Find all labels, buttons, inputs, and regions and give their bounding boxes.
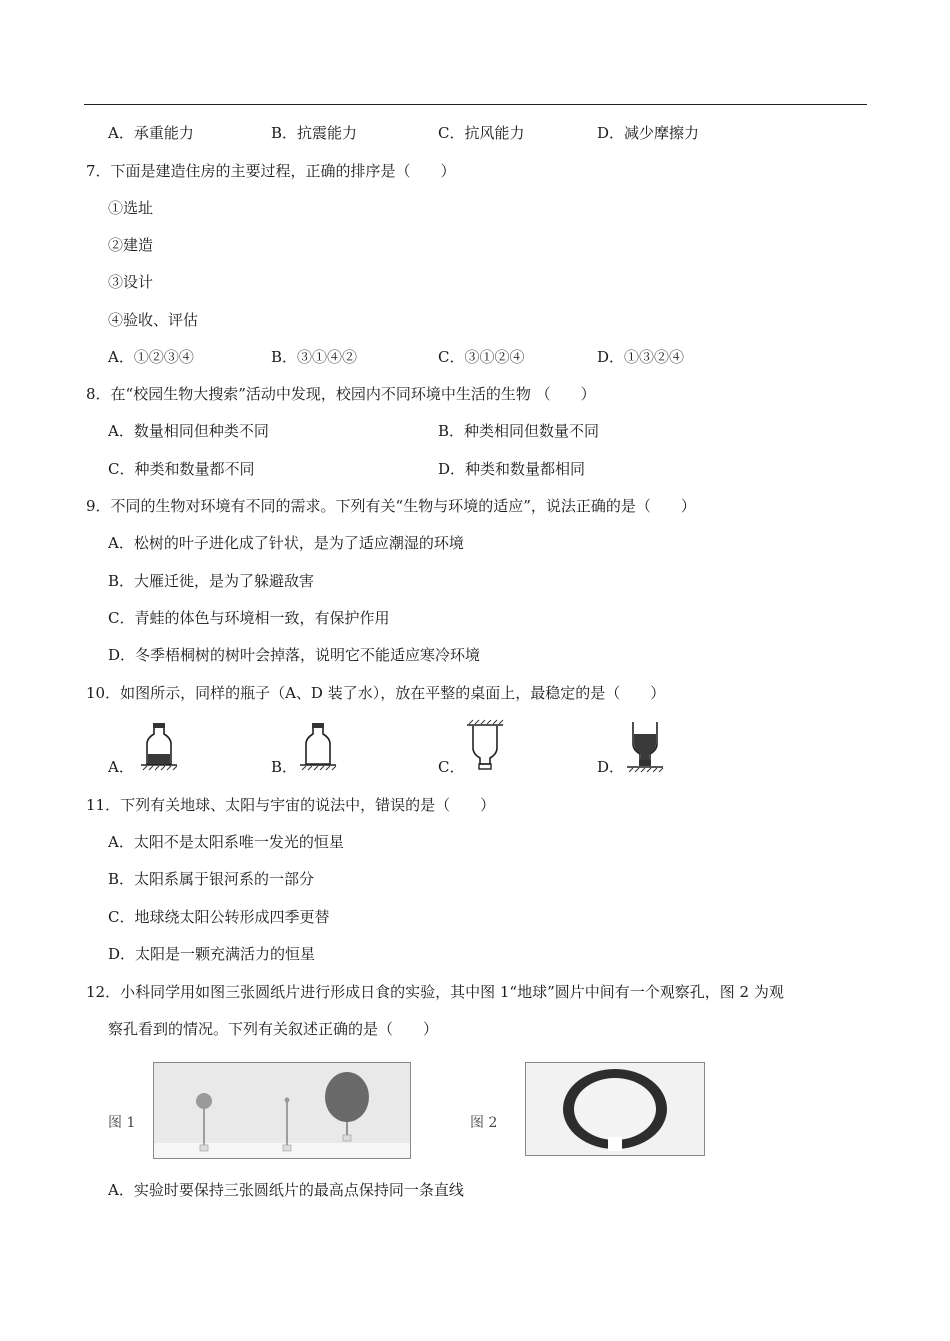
figure-2-photo: [525, 1062, 705, 1156]
q7-step-1: ①选址: [108, 199, 154, 217]
q11-option-a: A．太阳不是太阳系唯一发光的恒星: [108, 833, 344, 851]
bottle-upright-water-icon: [139, 720, 179, 772]
q6-option-c: C．抗风能力: [438, 124, 525, 142]
q9-option-b: B．大雁迁徙，是为了躲避敌害: [108, 572, 315, 590]
q8-option-d: D．种类和数量都相同: [438, 460, 586, 478]
figure-2-label: 图 2: [470, 1115, 498, 1131]
q8-option-b: B．种类相同但数量不同: [438, 422, 600, 440]
figure-1-label: 图 1: [108, 1115, 136, 1131]
q12-stem-line1: 12．小科同学用如图三张圆纸片进行形成日食的实验，其中图 1“地球”圆片中间有一个观察孔，图 2 为观: [86, 983, 784, 1001]
eclipse-setup-illustration: [154, 1063, 410, 1158]
q9-stem: 9．不同的生物对环境有不同的需求。下列有关“生物与环境的适应”，说法正确的是（ ）: [86, 497, 696, 515]
q12-stem-line2: 察孔看到的情况。下列有关叙述正确的是（ ）: [108, 1020, 439, 1038]
q9-option-d: D．冬季梧桐树的树叶会掉落，说明它不能适应寒冷环境: [108, 646, 481, 664]
q7-option-d: D．①③②④: [597, 348, 685, 366]
q7-step-4: ④验收、评估: [108, 311, 199, 329]
q10-stem: 10．如图所示，同样的瓶子（A、D 装了水），放在平整的桌面上，最稳定的是（ ）: [86, 684, 666, 702]
q11-stem: 11．下列有关地球、太阳与宇宙的说法中，错误的是（ ）: [86, 796, 496, 814]
q11-option-d: D．太阳是一颗充满活力的恒星: [108, 945, 316, 963]
bottle-inverted-water-icon: [624, 720, 666, 774]
q10-option-d: D．: [597, 758, 625, 776]
q8-option-c: C．种类和数量都不同: [108, 460, 255, 478]
q11-option-b: B．太阳系属于银河系的一部分: [108, 870, 315, 888]
q7-option-b: B．③①④②: [271, 348, 358, 366]
q7-option-c: C．③①②④: [438, 348, 525, 366]
q7-stem: 7．下面是建造住房的主要过程，正确的排序是（ ）: [86, 162, 456, 180]
q10-option-c: C．: [438, 758, 465, 776]
annular-eclipse-view-illustration: [526, 1063, 704, 1155]
q10-option-b: B．: [271, 758, 298, 776]
figure-1-photo: [153, 1062, 411, 1159]
header-rule: [84, 104, 867, 105]
q12-option-a: A．实验时要保持三张圆纸片的最高点保持同一条直线: [108, 1181, 464, 1199]
q7-step-2: ②建造: [108, 236, 154, 254]
q9-option-c: C．青蛙的体色与环境相一致，有保护作用: [108, 609, 390, 627]
q9-option-a: A．松树的叶子进化成了针状，是为了适应潮湿的环境: [108, 534, 464, 552]
bottle-upright-empty-icon: [298, 720, 338, 772]
q7-step-3: ③设计: [108, 273, 154, 291]
bottle-inverted-empty-icon: [465, 718, 505, 774]
q11-option-c: C．地球绕太阳公转形成四季更替: [108, 908, 330, 926]
q8-stem: 8．在“校园生物大搜索”活动中发现，校园内不同环境中生活的生物 （ ）: [86, 385, 596, 403]
q7-option-a: A．①②③④: [108, 348, 194, 366]
q10-option-a: A．: [108, 758, 134, 776]
q6-option-d: D．减少摩擦力: [597, 124, 700, 142]
q6-option-a: A．承重能力: [108, 124, 194, 142]
q6-option-b: B．抗震能力: [271, 124, 358, 142]
q8-option-a: A．数量相同但种类不同: [108, 422, 269, 440]
